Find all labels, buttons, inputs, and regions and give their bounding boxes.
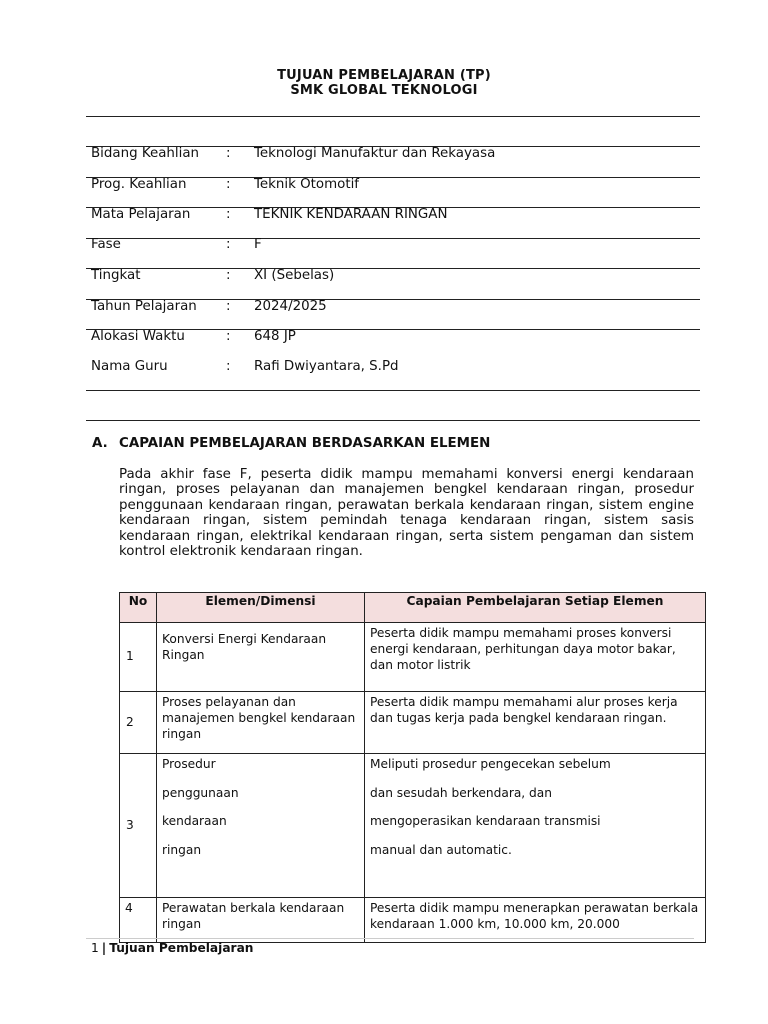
divider: [86, 268, 700, 269]
divider: [86, 420, 700, 421]
identity-label: Nama Guru: [91, 359, 168, 374]
learning-outcomes-table: [119, 592, 706, 943]
table-header-row: [120, 593, 706, 623]
identity-value: Rafi Dwiyantara, S.Pd: [254, 359, 399, 374]
section-title: CAPAIAN PEMBELAJARAN BERDASARKAN ELEMEN: [119, 436, 491, 451]
divider: [86, 116, 700, 117]
row-capaian: [365, 754, 706, 898]
identity-value: Teknologi Manufaktur dan Rekayasa: [254, 146, 496, 161]
identity-value: Teknik Otomotif: [254, 177, 360, 192]
column-header-elemen: Elemen/Dimensi: [157, 593, 365, 623]
row-elemen-line: Prosedur: [162, 757, 216, 771]
row-elemen: Konversi Energi Kendaraan Ringan: [157, 623, 365, 692]
table-row: [120, 623, 706, 692]
row-number: 3: [120, 754, 157, 898]
row-elemen: Perawatan berkala kendaraan ringan: [157, 898, 365, 943]
row-elemen-line: ringan: [162, 842, 202, 857]
page-footer: [91, 941, 253, 955]
identity-separator: :: [226, 329, 231, 344]
row-capaian-line: mengoperasikan kendaraan transmisi: [370, 814, 601, 829]
identity-label: Prog. Keahlian: [91, 177, 187, 192]
row-elemen-line: penggunaan: [162, 785, 239, 800]
identity-separator: :: [226, 177, 231, 192]
section-paragraph: Pada akhir fase F, peserta didik mampu memahami konversi energi kendaraan ringan, proses pelayanan dan manajemen bengkel kendaraan ringan, prosedur penggunaan kendaraan ringan, perawatan berkala kendaraan ringan, sistem engine kendaraan ringan, sistem pemindah tenaga kendaraan ringan, sistem sasis kendaraan ringan, elektrikal kendaraan ringan, serta sistem pengaman dan sistem kontrol elektronik kendaraan ringan.: [119, 467, 694, 560]
identity-label: Tahun Pelajaran: [91, 299, 197, 314]
divider: [86, 390, 700, 391]
identity-value: 648 JP: [254, 329, 296, 344]
divider: [86, 238, 700, 239]
identity-label: Bidang Keahlian: [91, 146, 200, 161]
identity-label: Mata Pelajaran: [91, 207, 191, 222]
section-letter: A.: [92, 436, 108, 451]
row-elemen: [157, 754, 365, 898]
footer-separator: |: [101, 941, 107, 955]
identity-value: TEKNIK KENDARAAN RINGAN: [254, 207, 448, 222]
column-header-capaian: Capaian Pembelajaran Setiap Elemen: [365, 593, 706, 623]
footer-title: Tujuan Pembelajaran: [109, 941, 254, 955]
row-capaian: Peserta didik mampu menerapkan perawatan berkala kendaraan 1.000 km, 10.000 km, 20.000: [365, 898, 706, 943]
identity-label: Alokasi Waktu: [91, 329, 185, 344]
row-capaian: Peserta didik mampu memahami alur proses kerja dan tugas kerja pada bengkel kendaraan ringan.: [365, 692, 706, 754]
identity-separator: :: [226, 359, 231, 374]
identity-value: 2024/2025: [254, 299, 327, 314]
table-row: [120, 754, 706, 898]
row-elemen: Proses pelayanan dan manajemen bengkel kendaraan ringan: [157, 692, 365, 754]
row-number: 2: [120, 692, 157, 754]
row-capaian: Peserta didik mampu memahami proses konversi energi kendaraan, perhitungan daya motor bakar, dan motor listrik: [365, 623, 706, 692]
table-row: [120, 692, 706, 754]
identity-separator: :: [226, 299, 231, 314]
table-row: [120, 898, 706, 943]
row-capaian-line: manual dan automatic.: [370, 842, 512, 857]
title-line-2: SMK GLOBAL TEKNOLOGI: [290, 83, 478, 98]
row-capaian-line: dan sesudah berkendara, dan: [370, 785, 552, 800]
identity-separator: :: [226, 237, 231, 252]
identity-value: F: [254, 237, 262, 252]
page-number: 1: [91, 941, 99, 955]
identity-label: Tingkat: [91, 268, 141, 283]
row-elemen-line: kendaraan: [162, 814, 227, 829]
row-number: 1: [120, 623, 157, 692]
footer-divider: [86, 938, 694, 939]
row-capaian-line: Meliputi prosedur pengecekan sebelum: [370, 757, 611, 771]
identity-separator: :: [226, 146, 231, 161]
identity-value: XI (Sebelas): [254, 268, 335, 283]
row-number: 4: [120, 898, 157, 943]
title-line-1: TUJUAN PEMBELAJARAN (TP): [277, 68, 491, 83]
identity-separator: :: [226, 207, 231, 222]
identity-separator: :: [226, 268, 231, 283]
identity-label: Fase: [91, 237, 121, 252]
column-header-no: No: [120, 593, 157, 623]
